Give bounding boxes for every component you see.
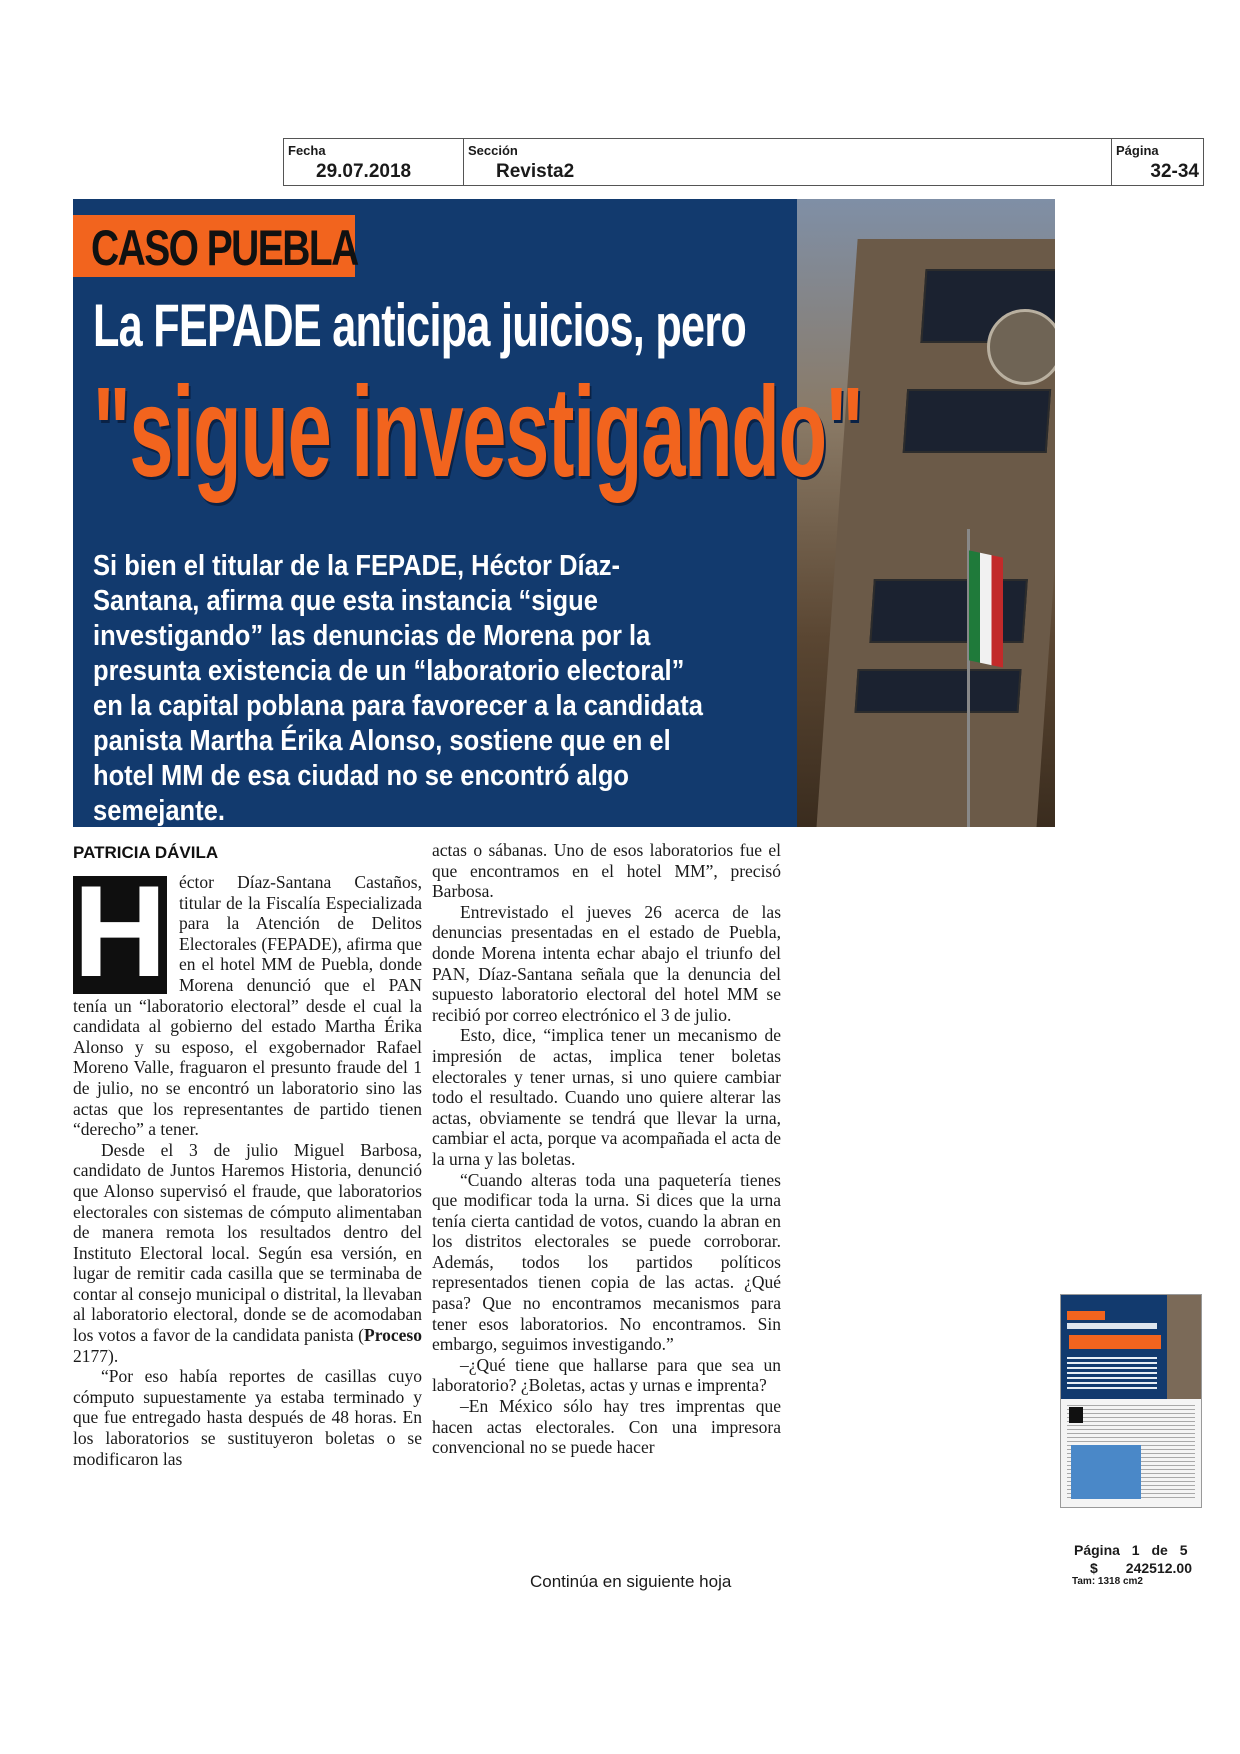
kicker-text: CASO PUEBLA (91, 220, 358, 276)
headline-line-2: "sigue investigando" (93, 361, 863, 504)
kicker-tag (73, 215, 358, 277)
section-value: Revista2 (496, 161, 575, 182)
date-value: 29.07.2018 (316, 161, 412, 182)
paragraph: “Por eso había reportes de casillas cuyo cómputo supuestamente ya estaba terminado y que fue entregado hasta después de 48 horas. En los laboratorios se sustituyeron boletas o se modificaron las (73, 1366, 422, 1469)
section-label: Sección (468, 143, 518, 158)
page-value: 32-34 (1150, 161, 1199, 182)
drop-cap (73, 858, 167, 1004)
article-column-1 (73, 858, 422, 1469)
page-cell (1112, 139, 1203, 185)
article-column-2 (432, 840, 781, 1458)
paragraph: Esto, dice, “implica tener un mecanismo de impresión de actas, implica tener boletas electorales y tener urnas, si uno quiere cambiar todo el resultado. Cuando uno quiere alterar las actas, obviamente se tendrá que llevar la urna, cambiar el acta, porque va acompañada el acta de la urna y las boletas. (432, 1025, 781, 1169)
section-cell (464, 139, 1112, 185)
drop-cap-letter: H (73, 858, 167, 1004)
page-value-amount: $ 242512.00 (1090, 1560, 1192, 1576)
paragraph: “Cuando alteras toda una paquetería tienes que modificar toda la urna. Si dices que la urna tenía cierta cantidad de votos, cuando la abran en los distritos electorales se puede corroborar. Además, todos los partidos políticos representados tienen copia de las actas. ¿Qué pasa? Que no encontramos mecanismos para tener esos laboratorios. No encontramos. Sin embargo, seguimos investigando.” (432, 1169, 781, 1355)
thumbnail-photo (1071, 1445, 1141, 1499)
headline-line-1: La FEPADE anticipa juicios, pero (93, 292, 747, 359)
article-deck: Si bien el titular de la FEPADE, Héctor Díaz-Santana, afirma que esta instancia “sigue investigando” las denuncias de Morena por la presunta existencia de un “laboratorio electoral” en la capital poblana para favorecer a la candidata panista Martha Érika Alonso, sostiene que en el hotel MM de esa ciudad no se encontró algo semejante. (93, 550, 703, 827)
mexico-flag-icon (969, 550, 1003, 667)
paragraph: –¿Qué tiene que hallarse para que sea un laboratorio? ¿Boletas, actas y urnas e imprenta? (432, 1354, 781, 1396)
fepade-building-photo (797, 199, 1055, 827)
clipping-info-bar (283, 138, 1204, 186)
fepade-seal-icon (987, 309, 1055, 385)
date-label: Fecha (288, 143, 326, 158)
continue-note: Continúa en siguiente hoja (530, 1572, 732, 1591)
byline: PATRICIA DÁVILA (73, 843, 219, 862)
paragraph: Desde el 3 de julio Miguel Barbosa, candidato de Juntos Haremos Historia, denunció que Alonso supervisó el fraude, que laboratorios electorales con sistemas de cómputo alimentaban de manera remota los resultados dentro del Instituto Electoral local. Según esa versión, en lugar de remitir cada casilla que se terminaba de contar al consejo municipal o distrital, la llevaban al laboratorio electoral, donde se de acomodaban los votos a favor de la candidata panista (Proceso 2177). (73, 1139, 422, 1366)
date-cell (284, 139, 464, 185)
page-label: Página (1116, 143, 1159, 158)
article-banner (73, 199, 1055, 827)
paragraph: éctor Díaz-Santana Castaños, titular de la Fiscalía Especializada para la Atención de Delitos Electorales (FEPADE), afirma que en el hotel MM de Puebla, donde Morena denunció que el PAN tenía un “laboratorio electoral” desde el cual la candidata al gobierno del estado Martha Érika Alonso y su esposo, el exgobernador Rafael Moreno Valle, fraguaron el presunto fraude del 1 de julio, no se encontró un laboratorio sino las actas que los representantes de partido tienen “derecho” a tener. (73, 872, 422, 1140)
page-count: Página 1 de 5 (1074, 1542, 1188, 1558)
page-thumbnail (1060, 1294, 1202, 1508)
paragraph: –En México sólo hay tres imprentas que hacen actas electorales. Con una impresora convencional no se puede hacer (432, 1396, 781, 1458)
paragraph: actas o sábanas. Uno de esos laboratorios fue el que encontramos en el hotel MM”, precisó Barbosa. (432, 840, 781, 902)
magazine-reference: Proceso (364, 1325, 422, 1346)
paragraph: Entrevistado el jueves 26 acerca de las denuncias presentadas en el estado de Puebla, donde Morena intenta echar abajo el triunfo del PAN, Díaz-Santana señala que la denuncia del supuesto laboratorio electoral del hotel MM se recibió por correo electrónico el 3 de julio. (432, 901, 781, 1025)
page-size: Tam: 1318 cm2 (1072, 1576, 1143, 1587)
